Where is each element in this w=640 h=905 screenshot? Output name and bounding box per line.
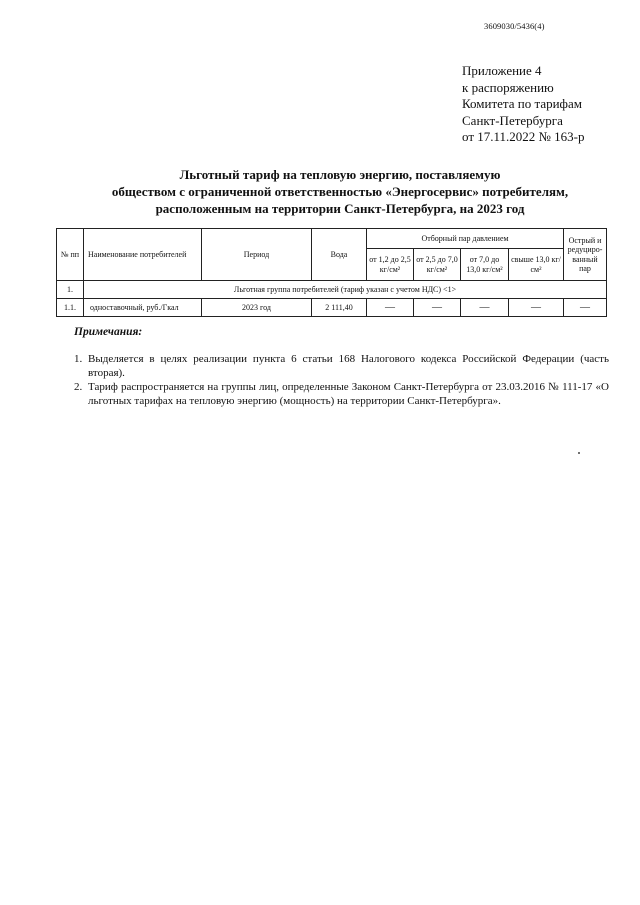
- appendix-line-4: Санкт-Петербурга: [462, 112, 563, 128]
- title-line-3: расположенным на территории Санкт-Петербурга, на 2023 год: [155, 201, 525, 216]
- data-row-steam-2: —: [414, 299, 461, 317]
- notes-heading: Примечания:: [74, 326, 143, 338]
- data-row-num: 1.1.: [57, 299, 84, 317]
- header-period: Период: [202, 229, 312, 281]
- note-text: Выделяется в целях реализации пункта 6 статьи 168 Налогового кодекса Российской Федерации (часть вторая).: [88, 353, 609, 379]
- appendix-line-5: от 17.11.2022 № 163-р: [462, 129, 585, 144]
- note-number: 2.: [74, 381, 83, 393]
- data-row-steam-3: —: [461, 299, 509, 317]
- note-item: [74, 380, 609, 408]
- header-steam-3: от 7,0 до 13,0 кг/см²: [461, 249, 509, 281]
- data-row-period: 2023 год: [202, 299, 312, 317]
- group-row-num: 1.: [57, 281, 84, 299]
- group-row-text: Льготная группа потребителей (тариф указан с учетом НДС) <1>: [84, 281, 607, 299]
- note-text: Тариф распространяется на группы лиц, определенные Законом Санкт-Петербурга от 23.03.2016 № 111-17 «О льготных тарифах на тепловую энергию (мощность) на территории Санкт-Петербурга».: [88, 381, 609, 407]
- document-title: [80, 166, 600, 217]
- appendix-block: [462, 63, 585, 146]
- appendix-line-3: Комитета по тарифам: [462, 96, 582, 111]
- header-steam-group: Отборный пар давлением: [367, 229, 564, 249]
- data-row-steam-4: —: [509, 299, 564, 317]
- title-line-1: Льготный тариф на тепловую энергию, поставляемую: [179, 167, 501, 182]
- note-item: [74, 352, 609, 380]
- data-row-sharp: —: [564, 299, 607, 317]
- notes-list: [74, 352, 609, 408]
- header-num: № пп: [57, 229, 84, 281]
- document-registration-number: 3609030/5436(4): [484, 21, 545, 31]
- data-row-water: 2 111,40: [312, 299, 367, 317]
- tariff-table: [56, 228, 607, 317]
- header-steam-2: от 2,5 до 7,0 кг/см²: [414, 249, 461, 281]
- table-row-group: [57, 281, 607, 299]
- data-row-consumer: одноставочный, руб./Гкал: [84, 299, 202, 317]
- header-water: Вода: [312, 229, 367, 281]
- scan-speck: [578, 452, 580, 454]
- appendix-line-2: к распоряжению: [462, 79, 554, 95]
- header-consumers: Наименование потребителей: [84, 229, 202, 281]
- title-line-2: обществом с ограниченной ответственностью «Энергосервис» потребителям,: [111, 184, 569, 199]
- table-row: [57, 299, 607, 317]
- data-row-steam-1: —: [367, 299, 414, 317]
- header-sharp-steam: Острый и редуциро-ванный пар: [564, 229, 607, 281]
- header-steam-1: от 1,2 до 2,5 кг/см²: [367, 249, 414, 281]
- header-steam-4: свыше 13,0 кг/см²: [509, 249, 564, 281]
- appendix-line-1: Приложение 4: [462, 63, 542, 78]
- note-number: 1.: [74, 353, 83, 365]
